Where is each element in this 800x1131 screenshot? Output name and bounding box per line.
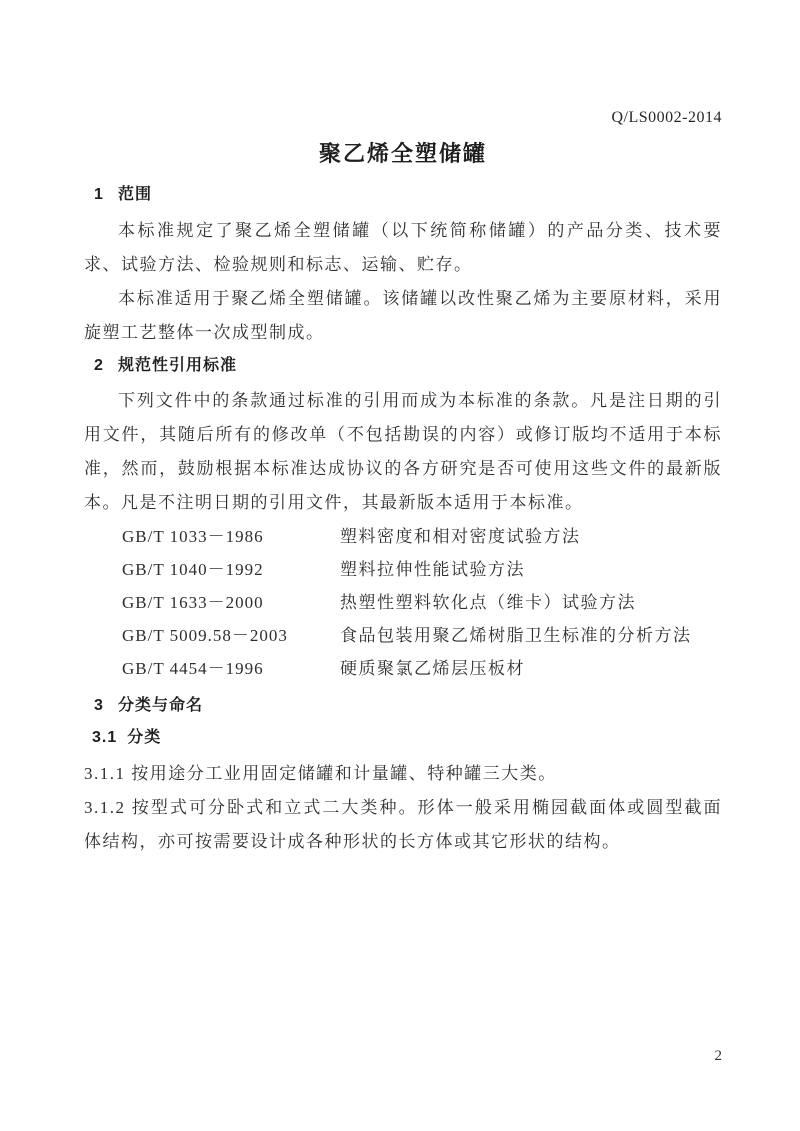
reference-code: GB/T 4454－1996: [122, 659, 264, 678]
reference-code: GB/T 5009.58－2003: [122, 626, 288, 645]
section-2-number: 2: [94, 357, 104, 374]
page-number: 2: [714, 1048, 722, 1064]
section-3-1-number: 3.1: [92, 729, 118, 746]
section-1-paragraph-2: 本标准适用于聚乙烯全塑储罐。该储罐以改性聚乙烯为主要原材料，采用旋塑工艺整体一次成型制成。: [84, 289, 722, 342]
reference-code: GB/T 1633－2000: [122, 593, 264, 612]
section-3-heading: [84, 694, 722, 718]
section-3-1-heading: [84, 726, 722, 750]
section-3-number: 3: [94, 697, 104, 714]
reference-row: [84, 520, 722, 553]
section-1-heading-label: 范围: [118, 186, 153, 203]
doc-number-header: Q/LS0002-2014: [611, 109, 722, 126]
reference-name: 塑料拉伸性能试验方法: [340, 560, 525, 579]
section-3-heading-label: 分类与命名: [118, 697, 204, 714]
section-1-number: 1: [94, 186, 104, 203]
reference-code: GB/T 1040－1992: [122, 560, 264, 579]
reference-row: [84, 652, 722, 685]
section-1-heading: [84, 183, 722, 207]
section-2-intro-paragraph: 下列文件中的条款通过标准的引用而成为本标准的条款。凡是注日期的引用文件，其随后所有的修改单（不包括勘误的内容）或修订版均不适用于本标准，然而，鼓励根据本标准达成协议的各方研究是否可使用这些文件的最新版本。凡是不注明日期的引用文件，其最新版本适用于本标准。: [84, 391, 722, 512]
reference-name: 硬质聚氯乙烯层压板材: [340, 659, 525, 678]
section-2-heading-label: 规范性引用标准: [118, 357, 238, 374]
section-2-heading: [84, 354, 722, 378]
section-3-1-heading-label: 分类: [127, 729, 162, 746]
normative-references-list: [84, 520, 722, 685]
reference-row: [84, 619, 722, 652]
clause-3-1-2-paragraph: 3.1.2 按型式可分卧式和立式二大类种。形体一般采用椭园截面体或圆型截面体结构，亦可按需要设计成各种形状的长方体或其它形状的结构。: [84, 798, 722, 851]
document-content: [84, 108, 722, 859]
clause-3-1-1-paragraph: 3.1.1 按用途分工业用固定储罐和计量罐、特种罐三大类。: [84, 764, 557, 783]
reference-code: GB/T 1033－1986: [122, 527, 264, 546]
reference-row: [84, 586, 722, 619]
reference-name: 食品包装用聚乙烯树脂卫生标准的分析方法: [340, 626, 692, 645]
reference-name: 热塑性塑料软化点（维卡）试验方法: [340, 593, 636, 612]
reference-name: 塑料密度和相对密度试验方法: [340, 527, 581, 546]
reference-row: [84, 553, 722, 586]
section-1-paragraph-1: 本标准规定了聚乙烯全塑储罐（以下统简称储罐）的产品分类、技术要求、试验方法、检验规则和标志、运输、贮存。: [84, 221, 722, 274]
page-title: 聚乙烯全塑储罐: [318, 141, 487, 166]
